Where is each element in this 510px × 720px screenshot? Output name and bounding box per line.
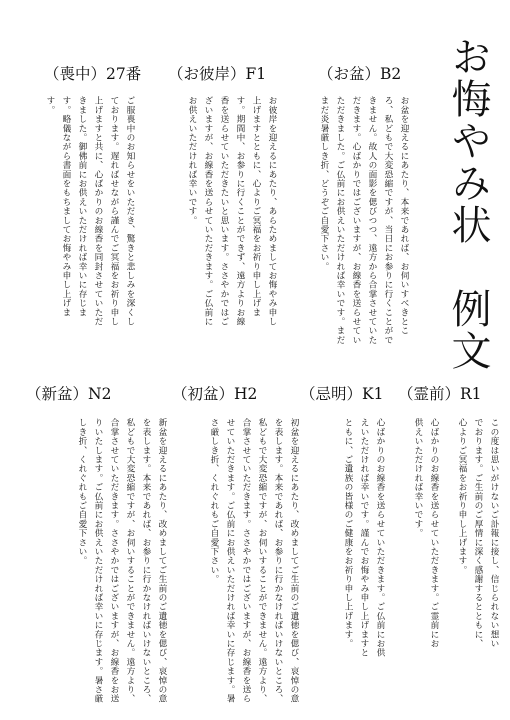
page-title: お悔やみ状 例文 xyxy=(445,36,491,372)
heading-obon: （お盆）B2 xyxy=(318,65,402,83)
heading-kiake: （忌明）K1 xyxy=(300,385,384,403)
text-ohigan: お彼岸を迎えるにあたり、あらためましてお悔やみ申し上げますとともに、心よりご冥福をお祈り申し上げます。期間中、お参りに行くことができず、遠方よりお線香を送らせていただきたいと思います。ささやかではございますが、お線香を送らせていただきます。ご仏前にお供えいただければ幸いです。 xyxy=(187,96,277,326)
text-hatsubon: 初盆を迎えるにあたり、改めましてご生前のご遺徳を偲び、哀悼の意を表します。本来であれば、お参りに行かなければいけないところ、私どもで大変恐縮ですが、お伺いすることができません。遠方より、合掌させていただきます。ささやかではございますが、お線香を送らせていただきます。ご仏前にお供えいただければ幸いに存じます。暑さ厳しき折、くれぐれもご自愛下さい。 xyxy=(209,418,299,704)
text-general: この度は思いがけないご訃報に接し、信じられない想いでおります。ご生前のご厚情に深く感謝するとともに、心よりご冥福をお祈り申し上げます。 xyxy=(457,418,499,648)
text-reizen: 心ばかりのお線香を送らせていただきます。ご霊前にお供えいただければ幸いです。 xyxy=(413,418,439,648)
heading-reizen: （霊前）R1 xyxy=(398,385,482,403)
text-kiake: 心ばかりのお線香を送らせていただきます。ご仏前にお供えいただければ幸いです。謹んでお悔やみ申し上げますとともに、ご遺族の皆様のご健康をお祈り申し上げます。 xyxy=(343,418,385,658)
heading-mochu: （喪中）27番 xyxy=(44,65,142,83)
heading-ohigan: （お彼岸）F1 xyxy=(168,65,267,83)
heading-niibon: （新盆）N2 xyxy=(26,385,112,403)
text-niibon: 新盆を迎えるにあたり、改めましてご生前のご遺徳を偲び、哀悼の意を表します。本来であれば、お参りに行かなければいけないところ、私どもで大変恐縮ですが、お伺いすることができません。遠方より、合掌させていただきます。ささやかではございますが、お線香をお送りいたします。ご仏前にお供えいただければ幸いに存じます。暑さ厳しき折、くれぐれもご自愛下さい。 xyxy=(77,418,167,704)
text-obon: お盆を迎えるにあたり、本来であれば、お伺いすべきところ、私どもで大変恐縮ですが、当日にお参りに行くことができません。故人の面影を偲びつつ、遠方から合掌させていただきます。心ばかりではございますが、お線香を送らせていただきました。ご仏前にお供えいただければ幸いです。まだまだ炎暑厳しき折、どうぞご自愛下さい。 xyxy=(319,96,409,345)
heading-hatsubon: （初盆）H2 xyxy=(172,385,258,403)
text-mochu: ご服喪中のお知らせをいただき、驚きと悲しみを深くしております。遅ればせながら謹んでご冥福をお祈り申し上げますと共に、心ばかりのお線香を同封させていただきました。御佛前にお供えいただければ幸いに存じます。略儀ながら書面をもちましてお悔やみ申し上げます。 xyxy=(45,96,135,326)
